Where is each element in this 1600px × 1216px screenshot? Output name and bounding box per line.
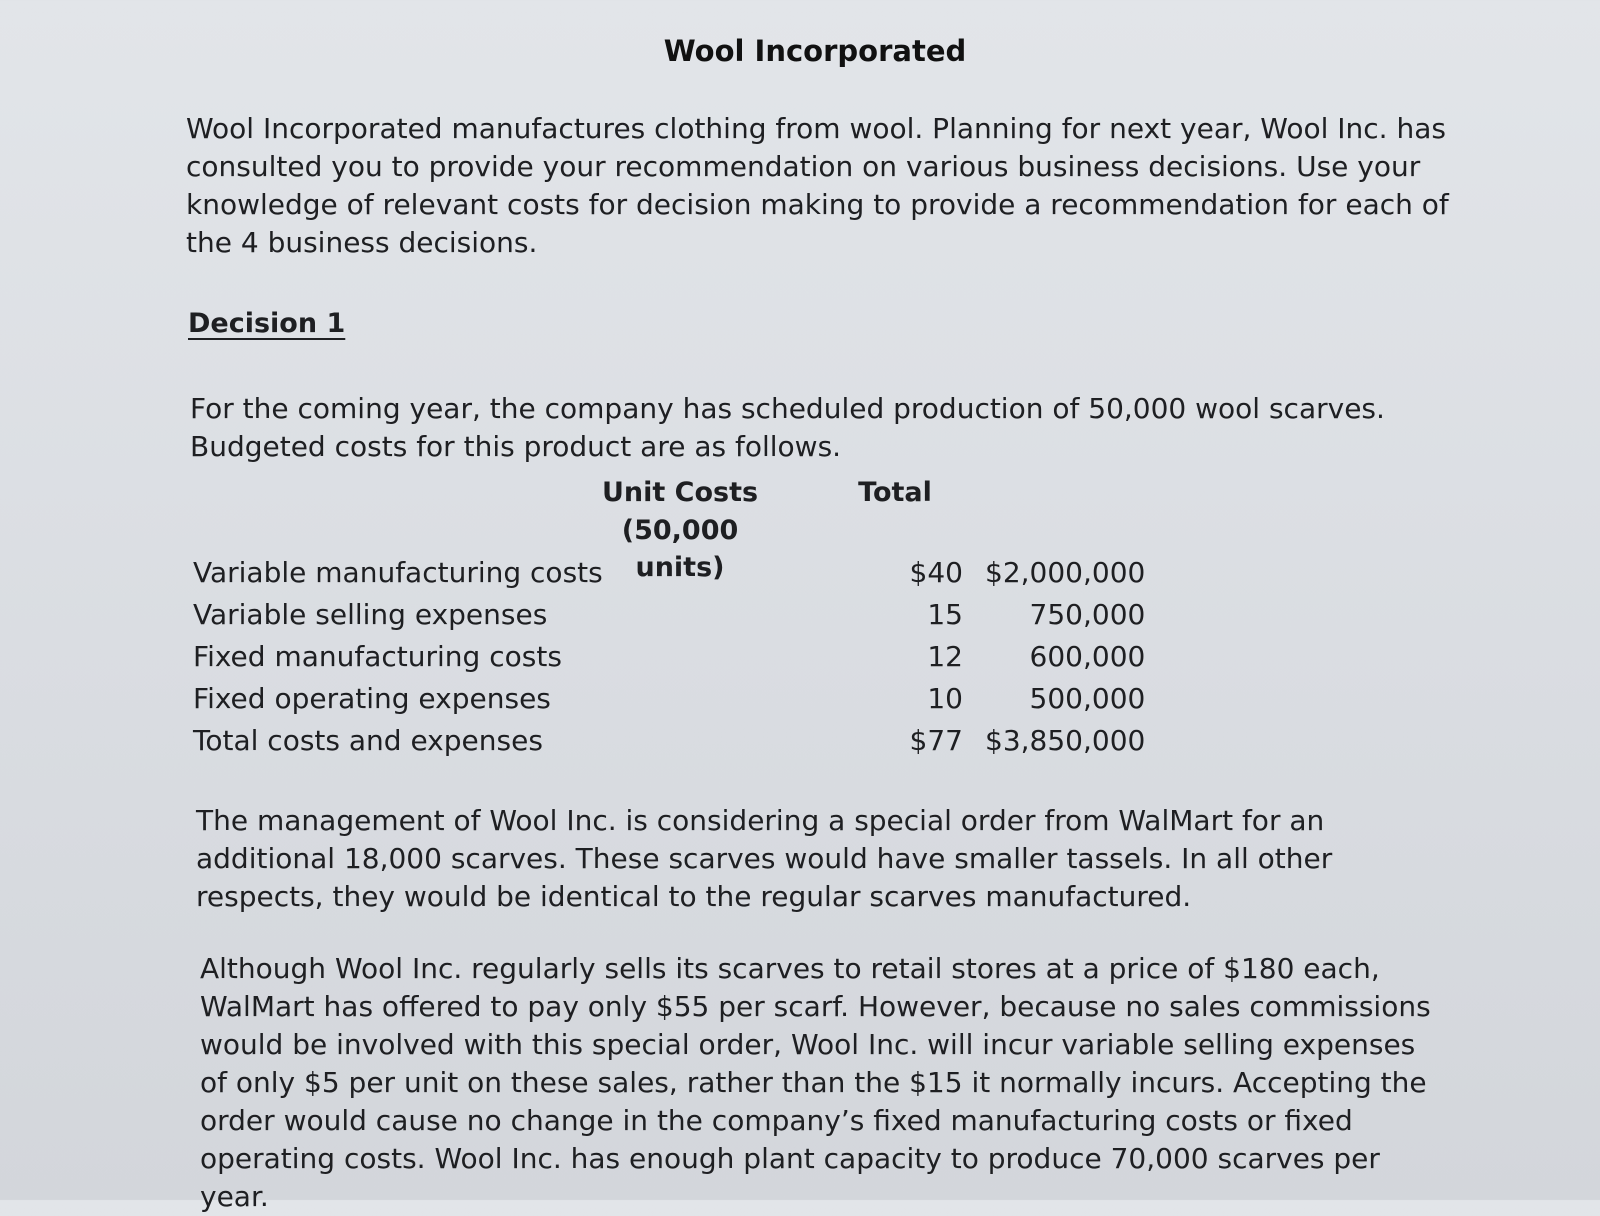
row-label: Variable selling expenses [193,597,548,631]
row-unit-cost: 10 [927,681,963,715]
row-total: $3,850,000 [985,723,1146,757]
table-row [193,635,1145,677]
row-label: Fixed manufacturing costs [193,639,562,673]
decision-heading: Decision 1 [188,308,346,339]
unit-costs-header: Unit Costs [601,477,759,508]
special-order-paragraph: The management of Wool Inc. is considering a special order from WalMart for an additional 18,000 scarves. These scarves would have smaller tassels. In all other respects, they would be identical to the regular scarves manufactured. [196,804,1333,913]
unit-costs-subheader: (50,000 units) [621,515,739,583]
table-row [193,593,1145,635]
row-label: Fixed operating expenses [193,681,551,715]
table-row-total [193,719,1145,761]
row-total: 600,000 [1029,639,1146,673]
table-row [193,677,1145,719]
row-unit-cost: $40 [909,555,963,589]
intro-paragraph: Wool Incorporated manufactures clothing from wool. Planning for next year, Wool Inc. has consulted you to provide your recommendation on various business decisions. Use your knowledge of relevant costs for decision making to provide a recommendation for each of the 4 business decisions. [186,112,1449,259]
total-header: Total [858,477,932,508]
pricing-paragraph: Although Wool Inc. regularly sells its scarves to retail stores at a price of $180 each, WalMart has offered to pay only $55 per scarf. However, because no sales commissions would be involved with this special order, Wool Inc. will incur variable selling expenses of only $5 per unit on these sales, rather than the $15 it normally incurs. Accepting the order would cause no change in the company’s fixed manufacturing costs or fixed operating costs. Wool Inc. has enough plant capacity to produce 70,000 scarves per year. [200,952,1431,1213]
row-total: 500,000 [1029,681,1146,715]
cost-table [193,551,1145,761]
document-title: Wool Incorporated [663,34,967,68]
setup-paragraph: For the coming year, the company has scheduled production of 50,000 wool scarves. Budgeted costs for this product are as follows. [190,392,1385,463]
row-total: 750,000 [1029,597,1146,631]
row-unit-cost: $77 [909,723,963,757]
row-label: Total costs and expenses [193,723,543,757]
row-unit-cost: 12 [927,639,963,673]
row-label: Variable manufacturing costs [193,555,603,589]
table-row [193,551,1145,593]
row-unit-cost: 15 [927,597,963,631]
row-total: $2,000,000 [985,555,1146,589]
